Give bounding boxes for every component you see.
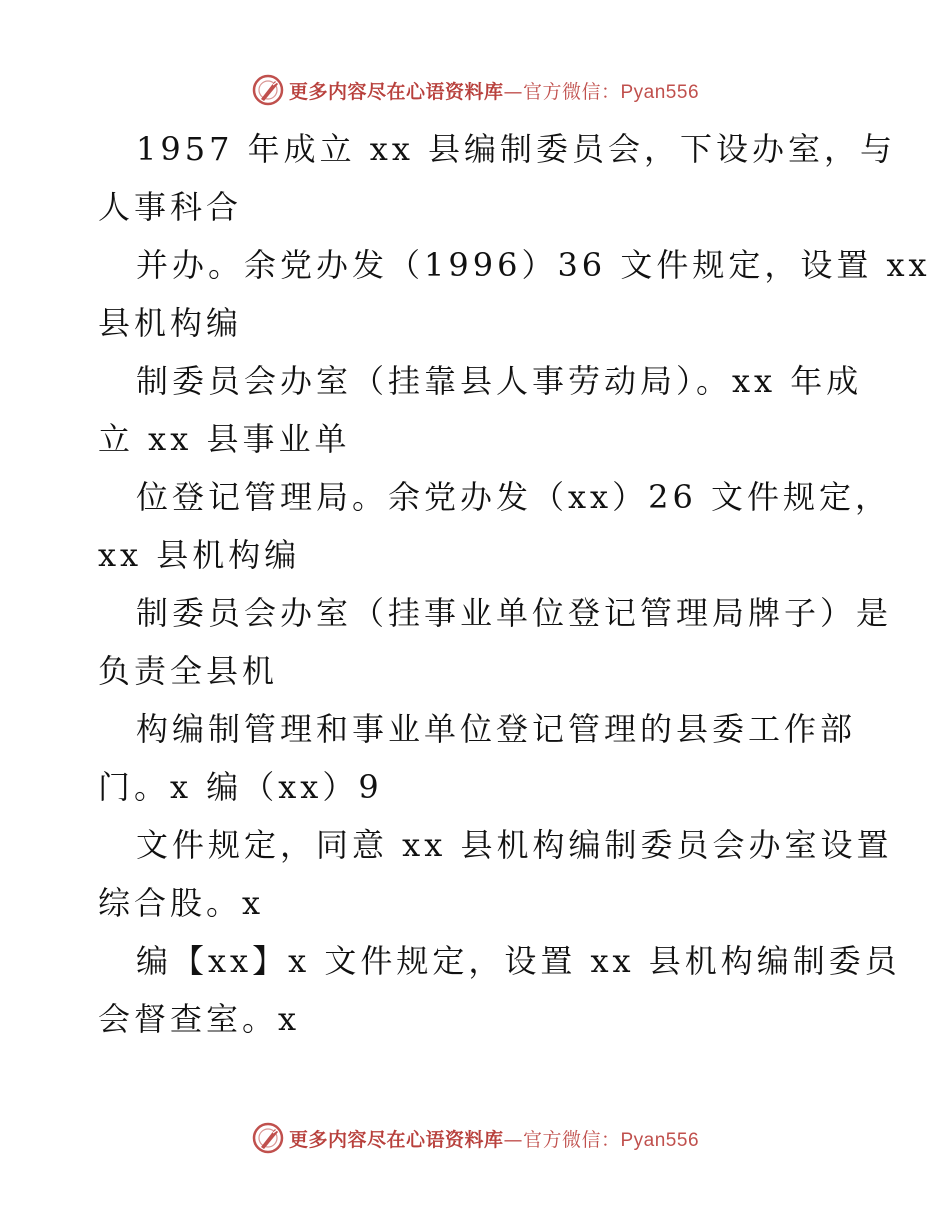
body-line-7: 位登记管理局。余党办发（xx）26 文件规定， — [136, 478, 891, 516]
body-line-3: 并办。余党办发（1996）36 文件规定，设置 xx — [136, 246, 931, 284]
body-line-6: 立 xx 县事业单 — [98, 420, 351, 458]
body-line-8: xx 县机构编 — [98, 536, 301, 574]
body-line-9: 制委员会办室（挂事业单位登记管理局牌子）是 — [136, 594, 893, 632]
body-line-13: 文件规定，同意 xx 县机构编制委员会办室设置 — [136, 826, 893, 864]
body-line-10: 负责全县机 — [98, 652, 279, 690]
header-banner-text — [289, 77, 699, 104]
header-dash: — — [503, 80, 523, 103]
header-banner-inner — [251, 73, 699, 107]
body-line-14: 综合股。x — [98, 884, 265, 922]
footer-site-text: 更多内容尽在心语资料库 — [288, 1128, 504, 1151]
body-line-15: 编【xx】x 文件规定，设置 xx 县机构编制委员 — [136, 942, 901, 980]
quill-pen-circle-icon — [251, 1121, 285, 1155]
body-line-1: 1957 年成立 xx 县编制委员会，下设办室，与 — [136, 130, 897, 168]
body-line-2: 人事科合 — [98, 188, 243, 226]
footer-wechat-label: 官方微信： — [522, 1128, 621, 1151]
body-line-12: 门。x 编（xx）9 — [98, 768, 383, 806]
header-wechat-id: Pyan556 — [620, 81, 700, 103]
footer-banner — [0, 1118, 950, 1158]
body-line-11: 构编制管理和事业单位登记管理的县委工作部 — [136, 710, 857, 748]
body-line-4: 县机构编 — [98, 304, 243, 342]
header-site-text: 更多内容尽在心语资料库 — [288, 80, 504, 103]
header-banner — [0, 70, 950, 110]
body-line-5: 制委员会办室（挂靠县人事劳动局）。xx 年成 — [136, 362, 863, 400]
footer-banner-inner — [251, 1121, 699, 1155]
quill-pen-circle-icon — [251, 73, 285, 107]
body-line-16: 会督查室。x — [98, 1000, 301, 1038]
header-wechat-label: 官方微信： — [522, 80, 621, 103]
footer-dash: — — [503, 1128, 523, 1151]
footer-wechat-id: Pyan556 — [620, 1129, 700, 1151]
document-body — [98, 120, 931, 1048]
footer-banner-text — [289, 1125, 699, 1152]
